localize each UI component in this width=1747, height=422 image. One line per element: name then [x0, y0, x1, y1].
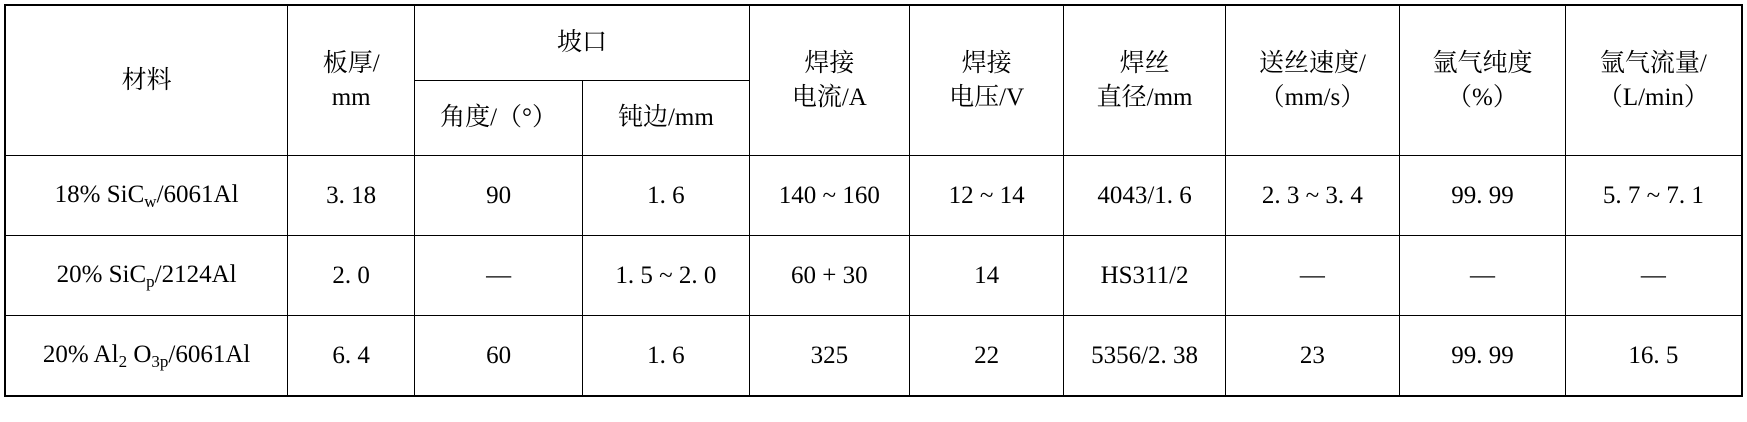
header-feed-speed-line1: 送丝速度/	[1258, 50, 1366, 77]
header-weld-voltage	[909, 5, 1064, 156]
cell-argon-purity: 99. 99	[1400, 156, 1566, 236]
header-thickness-line2: mm	[331, 83, 371, 111]
cell-feed-speed: 23	[1225, 316, 1399, 397]
cell-argon-purity: —	[1400, 236, 1566, 316]
header-wire-diameter-line2: 直径/mm	[1096, 83, 1193, 111]
cell-weld-current: 60 + 30	[749, 236, 909, 316]
header-groove-dull-edge: 钝边/mm	[583, 81, 750, 156]
cell-weld-current: 140 ~ 160	[749, 156, 909, 236]
cell-argon-flow: 16. 5	[1565, 316, 1742, 397]
table-body	[5, 156, 1742, 397]
header-groove-angle: 角度/（°）	[415, 81, 583, 156]
table-header	[5, 5, 1742, 156]
header-argon-flow-line2: （L/min）	[1597, 83, 1709, 111]
cell-groove-dull-edge: 1. 5 ~ 2. 0	[583, 236, 750, 316]
cell-argon-purity: 99. 99	[1400, 316, 1566, 397]
header-row-1	[5, 5, 1742, 81]
cell-thickness: 3. 18	[288, 156, 415, 236]
cell-groove-dull-edge: 1. 6	[583, 316, 750, 397]
header-weld-current	[749, 5, 909, 156]
table-row	[5, 236, 1742, 316]
document-page	[0, 4, 1747, 422]
cell-weld-voltage: 12 ~ 14	[909, 156, 1064, 236]
table-row	[5, 156, 1742, 236]
header-feed-speed	[1225, 5, 1399, 156]
cell-weld-voltage: 14	[909, 236, 1064, 316]
cell-wire-diameter: 4043/1. 6	[1064, 156, 1225, 236]
cell-wire-diameter: 5356/2. 38	[1064, 316, 1225, 397]
cell-argon-flow: —	[1565, 236, 1742, 316]
cell-thickness: 2. 0	[288, 236, 415, 316]
header-material: 材料	[5, 5, 288, 156]
cell-feed-speed: 2. 3 ~ 3. 4	[1225, 156, 1399, 236]
table-row	[5, 316, 1742, 397]
header-wire-diameter-line1: 焊丝	[1119, 50, 1170, 77]
cell-weld-voltage: 22	[909, 316, 1064, 397]
header-thickness	[288, 5, 415, 156]
header-weld-current-line1: 焊接	[804, 50, 855, 77]
header-argon-purity-line2: （%）	[1447, 83, 1518, 111]
header-weld-voltage-line1: 焊接	[961, 50, 1012, 77]
header-argon-flow-line1: 氩气流量/	[1599, 50, 1707, 77]
cell-groove-dull-edge: 1. 6	[583, 156, 750, 236]
header-feed-speed-line2: （mm/s）	[1259, 83, 1366, 111]
cell-material: 20% $Al_2$ $O_{3p}/6061Al$	[5, 316, 288, 397]
cell-groove-angle: 60	[415, 316, 583, 397]
header-weld-voltage-line2: 电压/V	[949, 83, 1025, 111]
cell-material: 18% SiC$_w$/6061Al	[5, 156, 288, 236]
cell-weld-current: 325	[749, 316, 909, 397]
header-wire-diameter	[1064, 5, 1225, 156]
cell-groove-angle: 90	[415, 156, 583, 236]
cell-groove-angle: —	[415, 236, 583, 316]
header-thickness-line1: 板厚/	[322, 50, 380, 77]
header-argon-purity	[1400, 5, 1566, 156]
cell-argon-flow: 5. 7 ~ 7. 1	[1565, 156, 1742, 236]
header-argon-flow	[1565, 5, 1742, 156]
welding-parameters-table	[4, 4, 1743, 397]
cell-feed-speed: —	[1225, 236, 1399, 316]
cell-wire-diameter: HS311/2	[1064, 236, 1225, 316]
cell-thickness: 6. 4	[288, 316, 415, 397]
header-groove-group: 坡口	[415, 5, 750, 81]
header-weld-current-line2: 电流/A	[791, 83, 867, 111]
header-argon-purity-line1: 氩气纯度	[1432, 50, 1533, 77]
cell-material: 20% SiC$_p$/2124Al	[5, 236, 288, 316]
